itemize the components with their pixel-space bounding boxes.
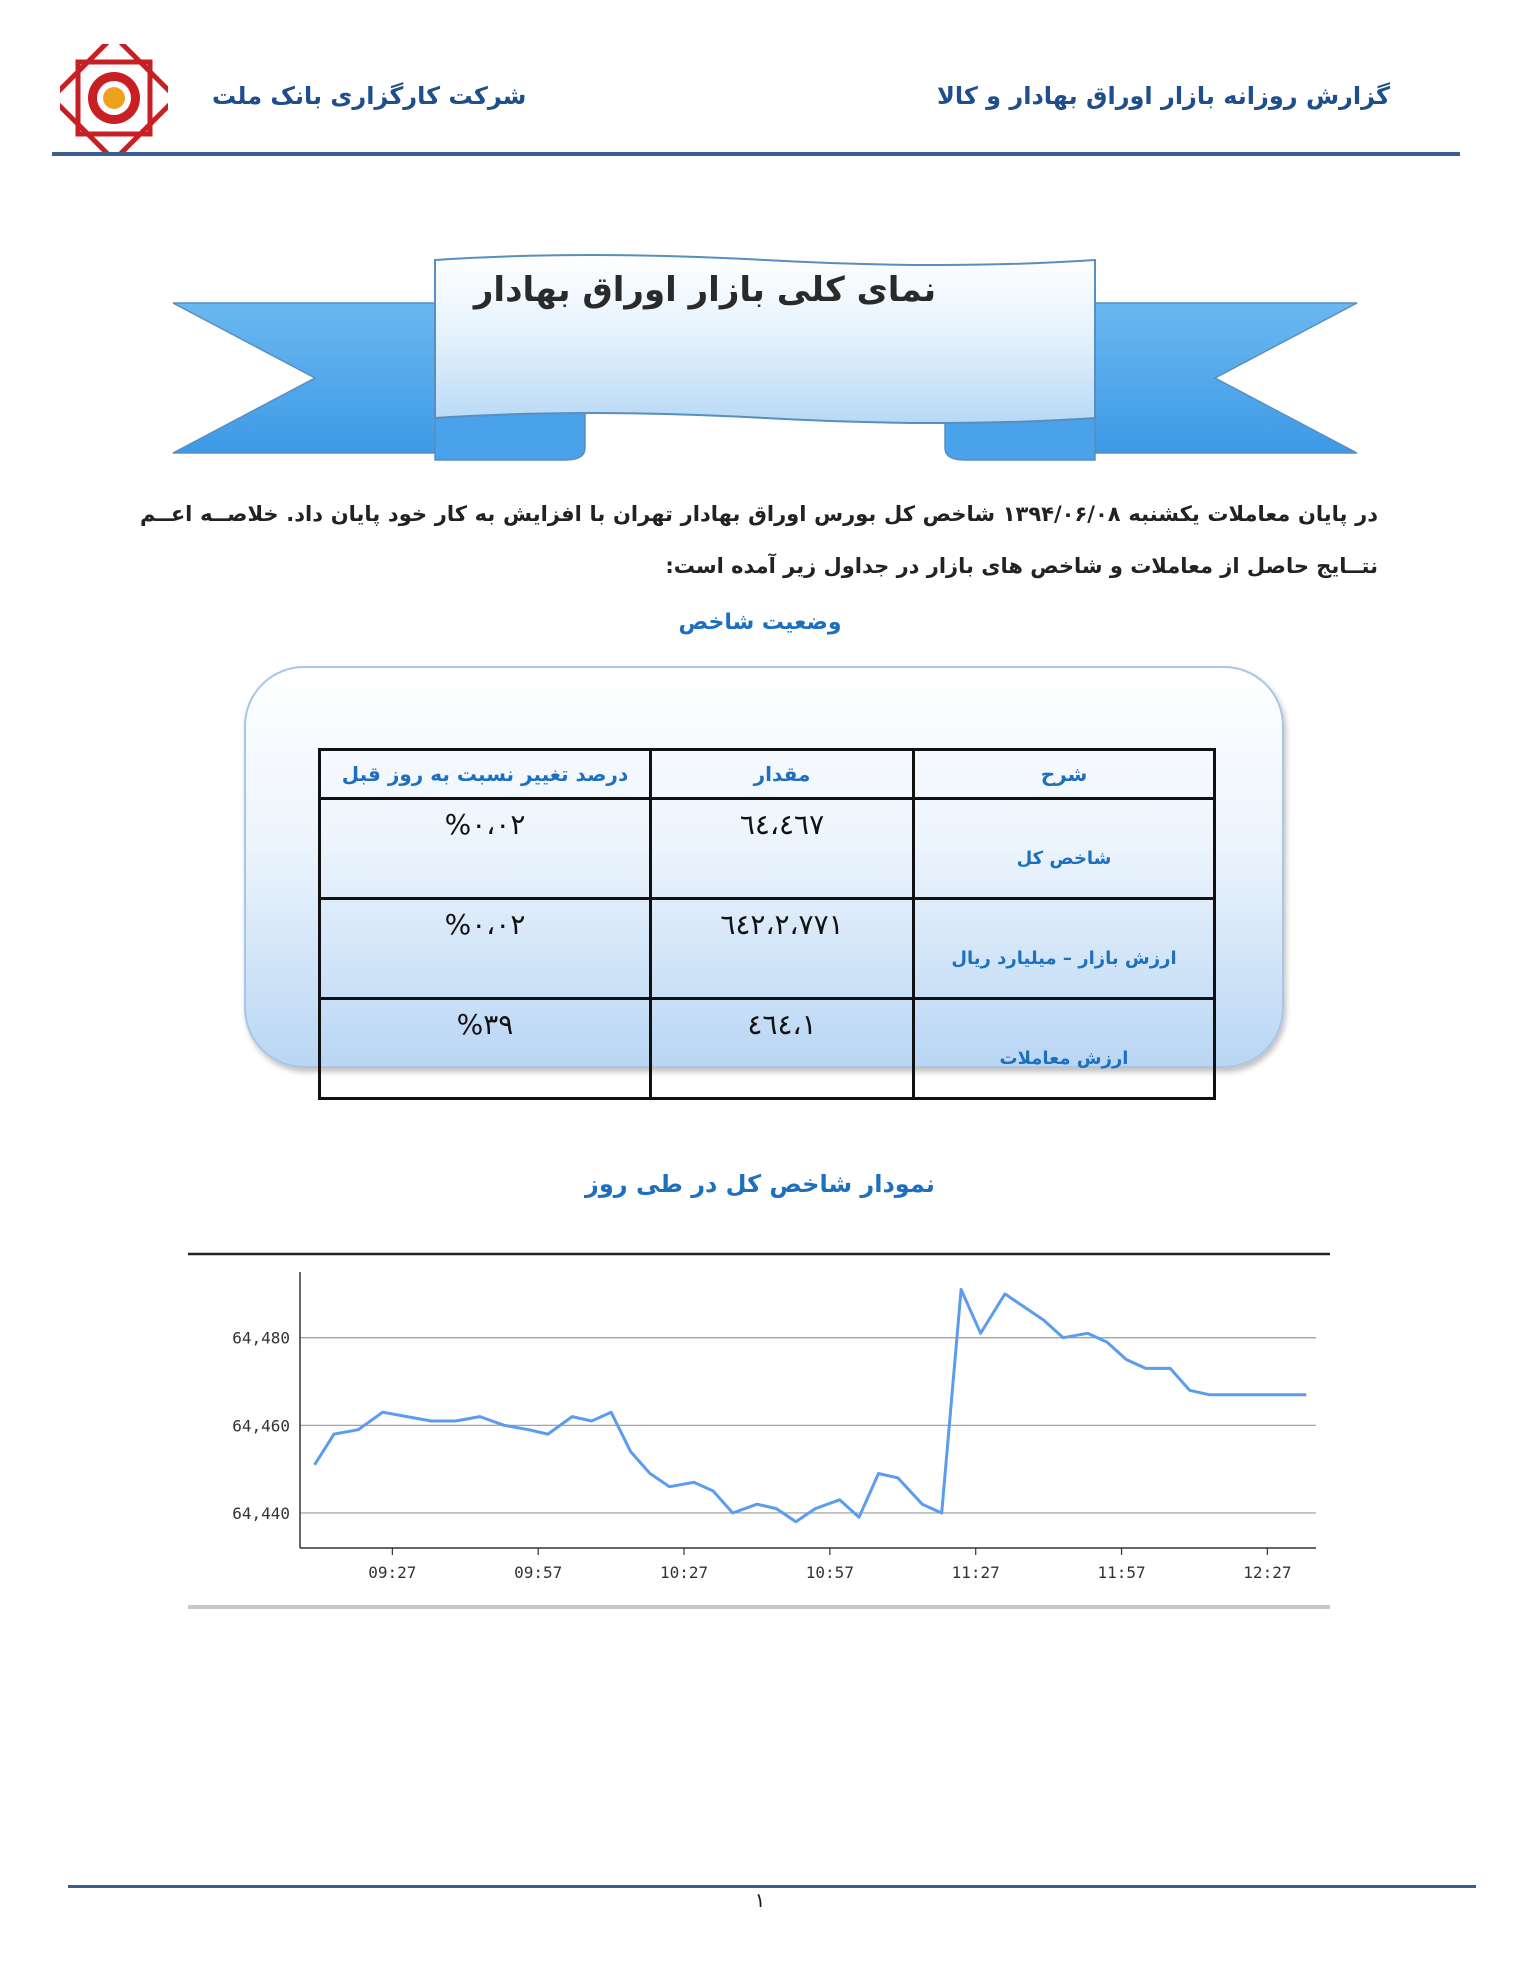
- table-row: [320, 899, 1215, 999]
- x-tick-label: 11:27: [951, 1563, 1000, 1582]
- column-header-value: مقدار: [651, 750, 914, 799]
- x-tick-label: 12:27: [1243, 1563, 1292, 1582]
- x-tick-label: 10:57: [805, 1563, 854, 1582]
- row-desc: ارزش بازار – میلیارد ریال: [914, 899, 1215, 999]
- x-tick-label: 09:57: [514, 1563, 563, 1582]
- report-title: گزارش روزانه بازار اوراق بهادار و کالا: [936, 82, 1390, 110]
- row-value: ۲،۷۷۱،٦٤۲: [651, 899, 914, 999]
- y-tick-label: 64,480: [232, 1328, 290, 1348]
- table-row: [320, 999, 1215, 1099]
- y-tick-label: 64,460: [232, 1416, 290, 1436]
- chart-svg: [188, 1252, 1330, 1612]
- chart-heading: نمودار شاخص کل در طی روز: [585, 1170, 935, 1198]
- index-status-table: [318, 748, 1216, 1100]
- y-tick-label: 64,440: [232, 1503, 290, 1523]
- intraday-index-chart: [188, 1252, 1330, 1612]
- x-tick-label: 09:27: [368, 1563, 417, 1582]
- row-change: %۳۹: [320, 999, 651, 1099]
- table-row: [320, 799, 1215, 899]
- page-number: ۱: [754, 1888, 766, 1912]
- x-tick-label: 11:57: [1097, 1563, 1146, 1582]
- company-logo: [60, 44, 168, 152]
- table-header-row: [320, 750, 1215, 799]
- row-value: ۱،٤٦٤: [651, 999, 914, 1099]
- row-desc: شاخص کل: [914, 799, 1215, 899]
- row-change: %۰،۰۲: [320, 899, 651, 999]
- column-header-desc: شرح: [914, 750, 1215, 799]
- row-change: %۰،۰۲: [320, 799, 651, 899]
- header-divider: [52, 152, 1460, 156]
- index-status-heading: وضعیت شاخص: [678, 610, 842, 635]
- intro-paragraph: در پایان معاملات یکشنبه ۱۳۹۴/۰۶/۰۸ شاخص کل بورس اوراق بهادار تهران با افزایش به کار خود پایان داد. خلاصــه اعــم نتــایج حاصل از معاملات و شاخص های بازار در جداول زیر آمده است:: [140, 502, 1379, 578]
- column-header-change: درصد تغییر نسبت به روز قبل: [320, 750, 651, 799]
- company-name: شرکت کارگزاری بانک ملت: [212, 82, 527, 110]
- row-desc: ارزش معاملات: [914, 999, 1215, 1099]
- x-tick-label: 10:27: [659, 1563, 709, 1582]
- row-value: ٦٤،٤٦٧: [651, 799, 914, 899]
- banner-title: نمای کلی بازار اوراق بهادار: [473, 270, 937, 310]
